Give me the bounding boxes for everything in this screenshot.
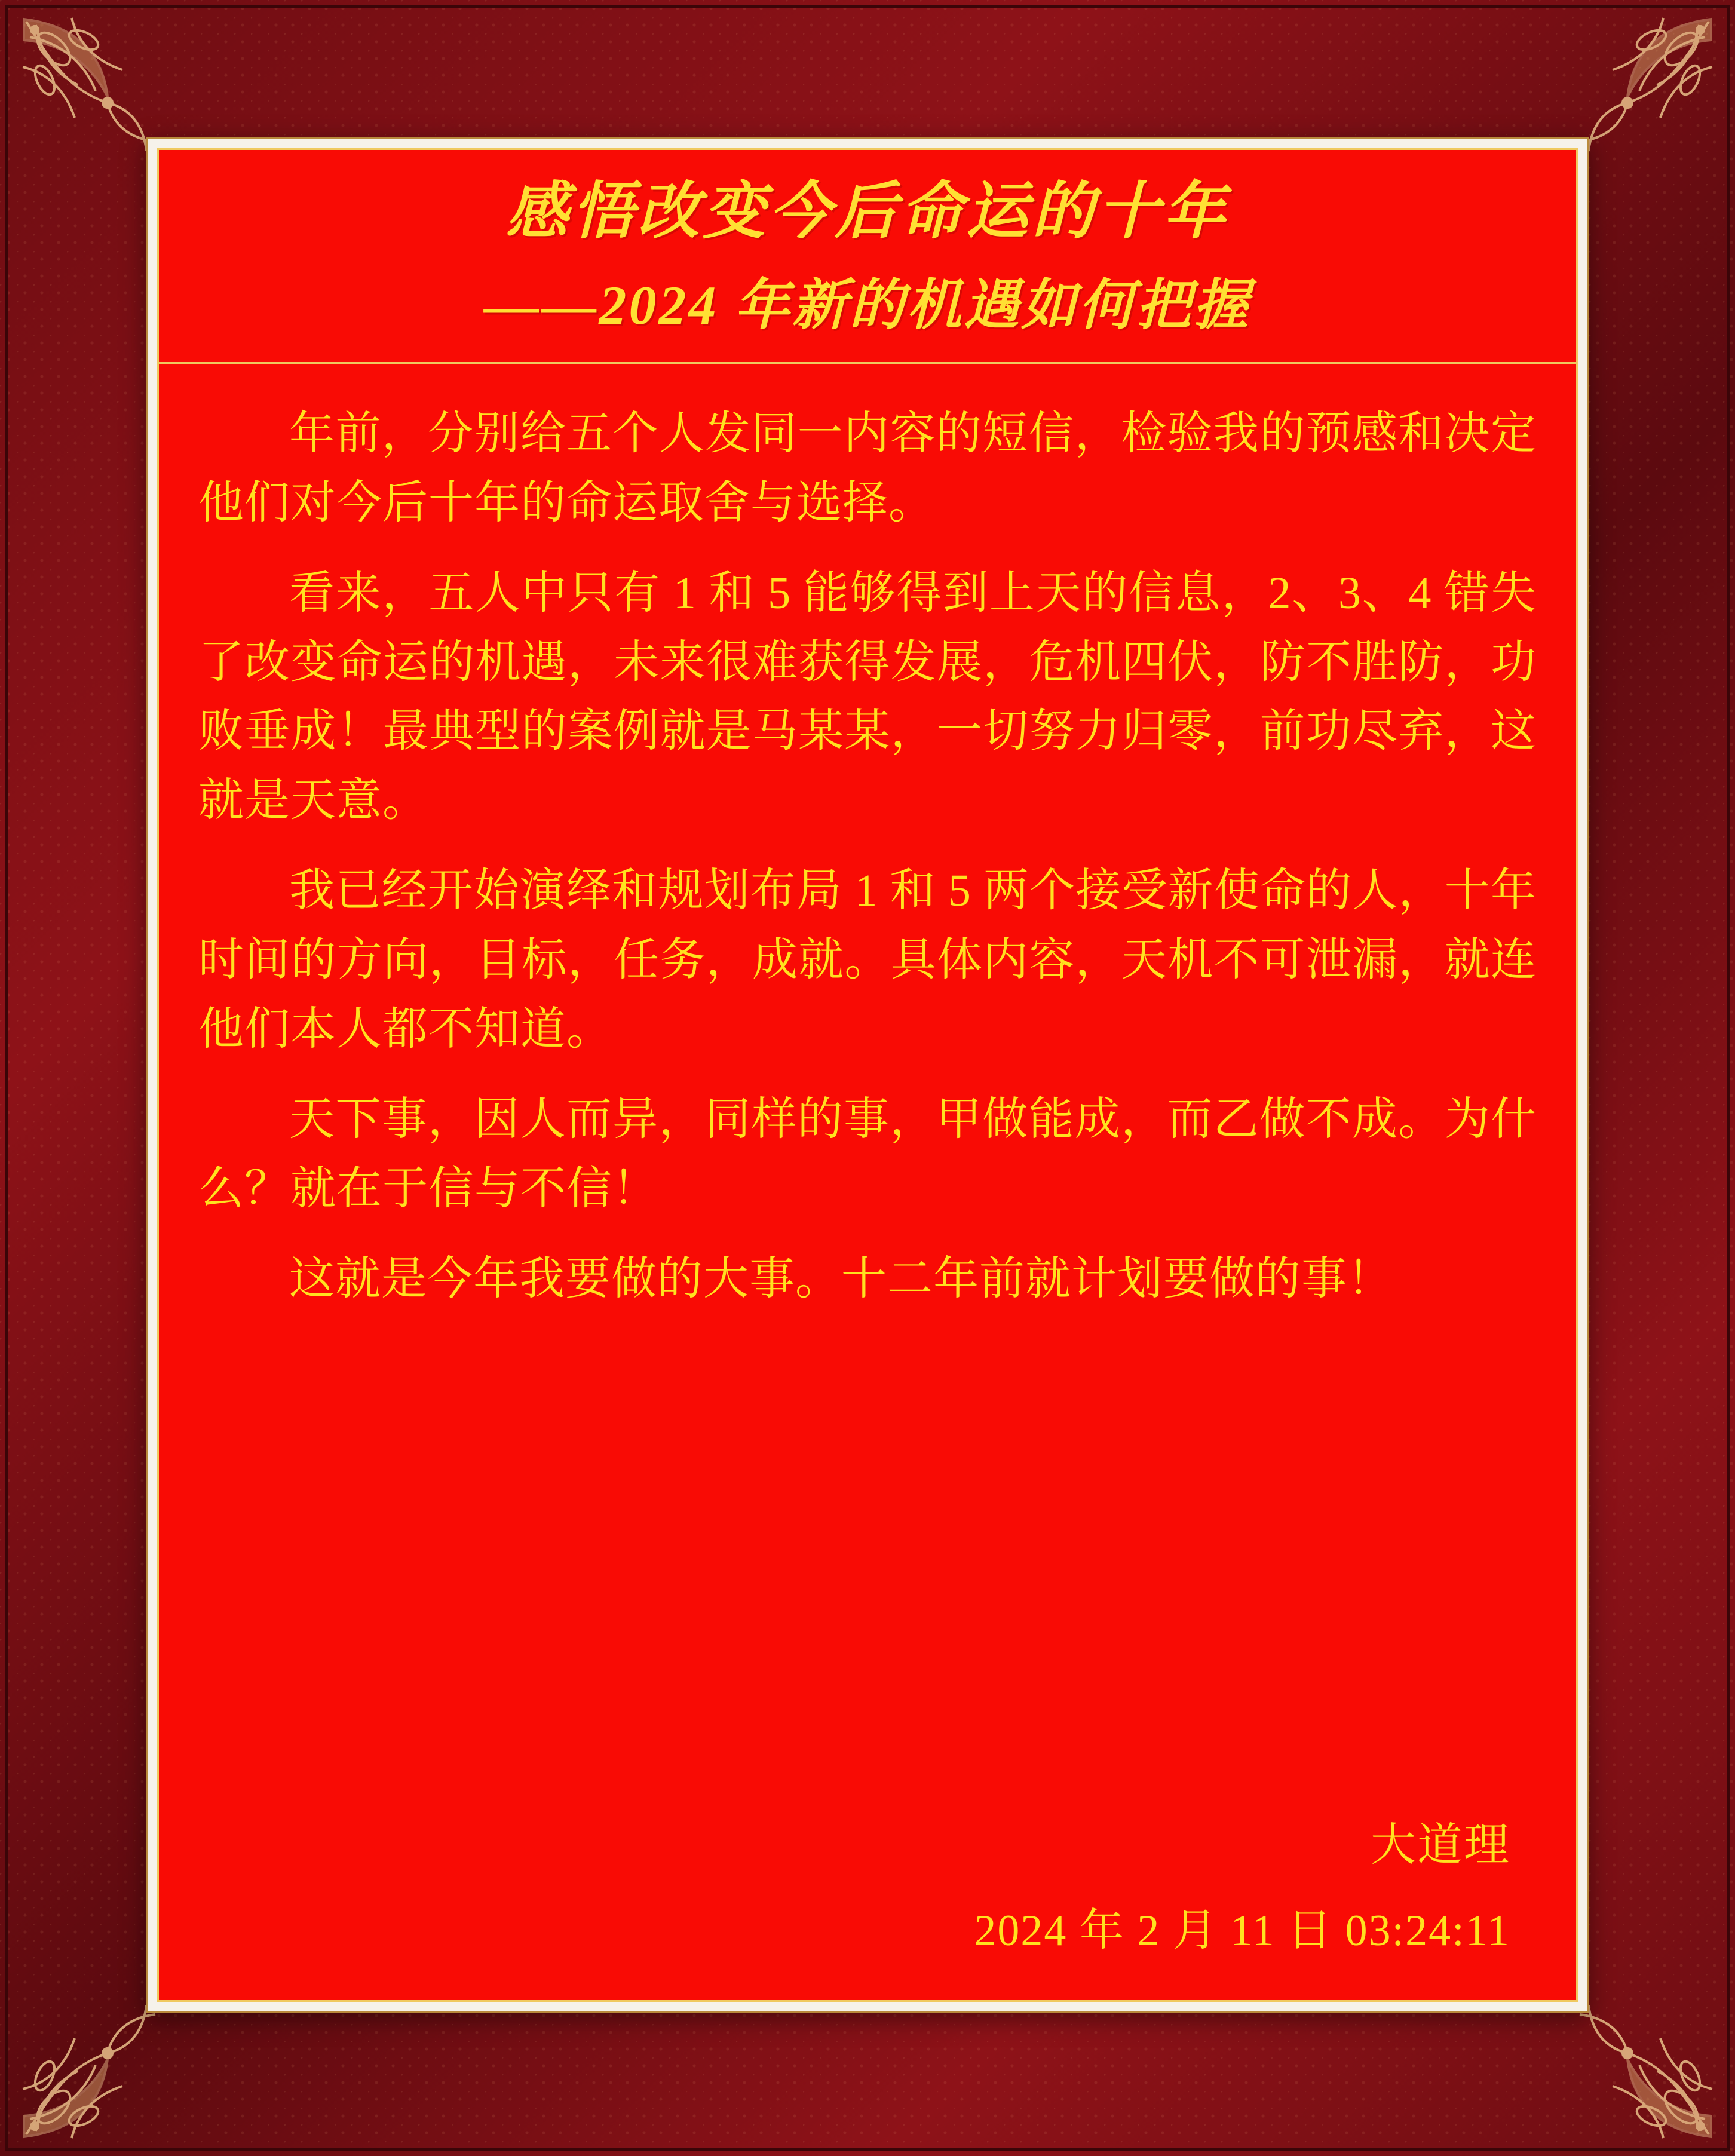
page-title: 感悟改变今后命运的十年 xyxy=(505,177,1229,246)
timestamp: 2024 年 2 月 11 日 03:24:11 xyxy=(974,1906,1510,1955)
paragraph: 看来，五人中只有 1 和 5 能够得到上天的信息，2、3、4 错失了改变命运的机遇，未来很难获得发展，危机四伏，防不胜防，功败垂成！最典型的案例就是马某某，一切努力归零，前功尽弃，这就是天意。 xyxy=(198,568,1537,826)
paragraph: 天下事，因人而异，同样的事，甲做能成，而乙做不成。为什么？就在于信与不信！ xyxy=(198,1094,1537,1214)
page-subtitle: ——2024 年新的机遇如何把握 xyxy=(484,274,1251,336)
paragraph: 这就是今年我要做的大事。十二年前就计划要做的事！ xyxy=(289,1254,1393,1305)
red-card xyxy=(157,148,1578,2002)
signature: 大道理 xyxy=(1371,1820,1510,1870)
title-block xyxy=(159,150,1576,364)
paragraph: 年前，分别给五个人发同一内容的短信，检验我的预感和决定他们对今后十年的命运取舍与选择。 xyxy=(198,409,1537,528)
paragraph: 我已经开始演绎和规划布局 1 和 5 两个接受新使命的人，十年时间的方向，目标，任务，成就。具体内容，天机不可泄漏，就连他们本人都不知道。 xyxy=(198,866,1537,1054)
card-mat xyxy=(146,137,1589,2013)
body-block xyxy=(159,364,1576,1788)
